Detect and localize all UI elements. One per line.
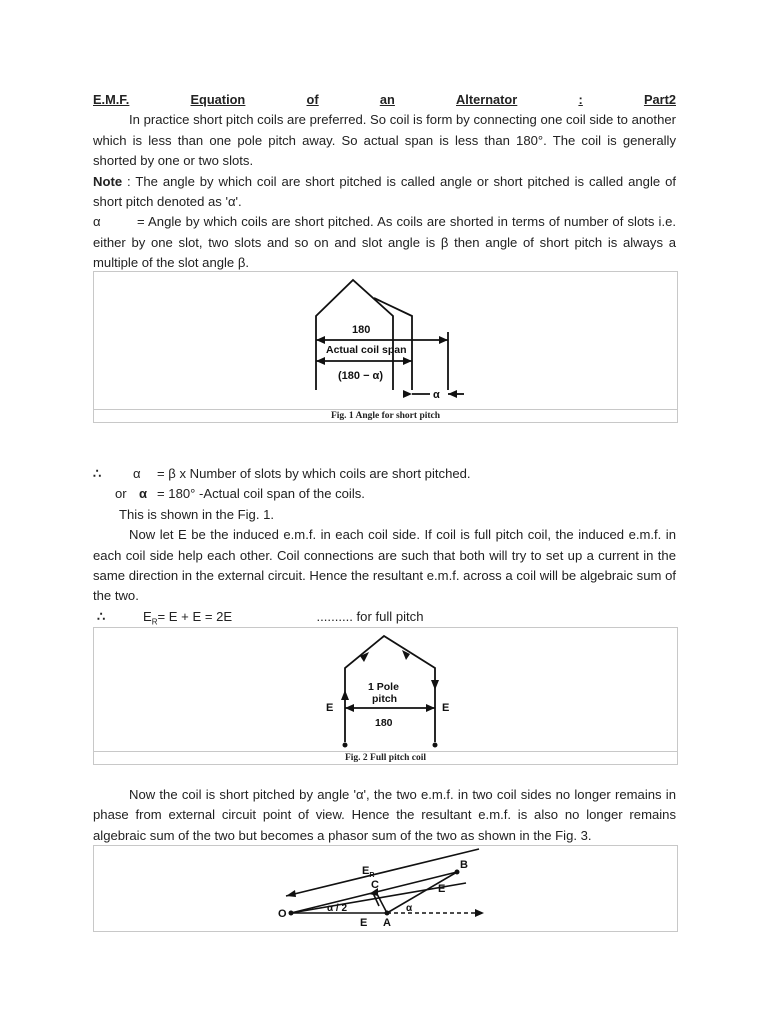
- title-word: an: [379, 92, 395, 107]
- label-alpha: α: [433, 389, 440, 401]
- shown-in-fig1: This is shown in the Fig. 1.: [119, 506, 275, 522]
- eq1-rhs: = β x Number of slots by which coils are short pitched.: [157, 466, 471, 481]
- label-b: B: [460, 859, 468, 871]
- note-text: : The angle by which coil are short pitched is called angle or short pitched is called angle of short pitch denoted as 'α'.: [93, 173, 676, 210]
- figure-2-caption: Fig. 2 Full pitch coil: [94, 751, 677, 764]
- eq3-sub: R: [151, 617, 158, 627]
- note-label: Note: [93, 173, 123, 189]
- label-o: O: [278, 908, 287, 920]
- title-word: Equation: [190, 92, 246, 107]
- phasor-er-upper: [286, 849, 479, 896]
- equation-alpha-span: [93, 484, 676, 504]
- title-word: of: [306, 92, 319, 107]
- figure-1-caption: Fig. 1 Angle for short pitch: [94, 409, 677, 422]
- eq2-or: or: [115, 486, 127, 502]
- title-word: E.M.F.: [93, 92, 130, 107]
- label-er-main: E: [362, 865, 370, 877]
- label-180: 180: [375, 717, 393, 729]
- label-actual-coil-span: Actual coil span: [326, 344, 407, 356]
- eq1-lhs: α: [133, 466, 141, 481]
- paragraph-full-pitch: Now let E be the induced e.m.f. in each coil side. If coil is full pitch coil, the induced e.m.f. in each coil side help each other. Coil connections are such that both will try to set up a current in the same direction in the external circuit. Hence the resultant e.m.f. across a coil will be algebraic sum of the two.: [93, 527, 676, 604]
- paragraph-phasor-sum: Now the coil is short pitched by angle 'α', the two e.m.f. in two coil sides no longer remains in phase from external circuit point of view. Hence the resultant e.m.f. is also no longer remains algebraic sum of the two but becomes a phasor sum of the two as shown in the Fig. 3.: [93, 787, 676, 843]
- label-e-right: E: [438, 883, 446, 895]
- title-word: :: [578, 92, 583, 107]
- label-e-right: E: [442, 702, 450, 714]
- label-e-bottom: E: [360, 917, 368, 929]
- document-title: [93, 90, 676, 110]
- label-er: [362, 865, 374, 879]
- label-er-sub: R: [369, 872, 375, 879]
- eq2-lhs: α: [139, 486, 148, 502]
- label-alpha-half: α / 2: [327, 903, 348, 914]
- figure-3-diagram: [94, 846, 677, 931]
- figure-1-diagram: [94, 272, 677, 410]
- title-word: Part2: [643, 92, 676, 107]
- alpha-definition: [93, 212, 676, 273]
- eq3-note: .......... for full pitch: [316, 608, 424, 624]
- phasor-ab: [387, 872, 457, 913]
- therefore-symbol: ∴: [93, 466, 102, 481]
- alpha-symbol: α: [93, 214, 101, 230]
- eq3-e: E: [143, 608, 152, 624]
- equations-block: [93, 464, 676, 627]
- note-paragraph: [93, 172, 676, 213]
- label-180: 180: [352, 324, 371, 336]
- figure-3: [93, 845, 678, 932]
- label-1-pole: 1 Pole: [368, 681, 399, 693]
- paragraph-short-pitch: In practice short pitch coils are preferred. So coil is form by connecting one coil side to another which is less than one pole pitch away. So actual span is less than 180°. The coil is generally shorted by one or two slots.: [93, 112, 676, 169]
- eq3-rhs: = E + E = 2E: [157, 608, 233, 624]
- equation-er-full-pitch: [93, 607, 676, 627]
- label-pitch: pitch: [372, 693, 398, 705]
- title-word: Alternator: [456, 92, 518, 107]
- figure-2: [93, 627, 678, 765]
- alpha-definition-text: = Angle by which coils are short pitched. As coils are shorted in terms of number of slots i.e. either by one slot, two slots and so on and slot angle is β then angle of short pitch is always a multiple of the slot angle β.: [93, 214, 676, 271]
- label-e-left: E: [326, 702, 334, 714]
- label-alpha: α: [406, 903, 413, 914]
- label-a: A: [383, 917, 391, 929]
- label-c: C: [371, 879, 379, 891]
- document-body: [93, 88, 676, 274]
- figure-1: [93, 271, 678, 423]
- eq2-rhs: = 180° -Actual coil span of the coils.: [157, 486, 365, 502]
- figure-2-diagram: [94, 628, 677, 752]
- label-180-minus-alpha: (180 − α): [338, 370, 383, 382]
- paragraph-short-pitch-phasor-block: [93, 785, 676, 846]
- equation-alpha-slots: [93, 464, 676, 484]
- therefore-symbol: ∴: [97, 608, 106, 624]
